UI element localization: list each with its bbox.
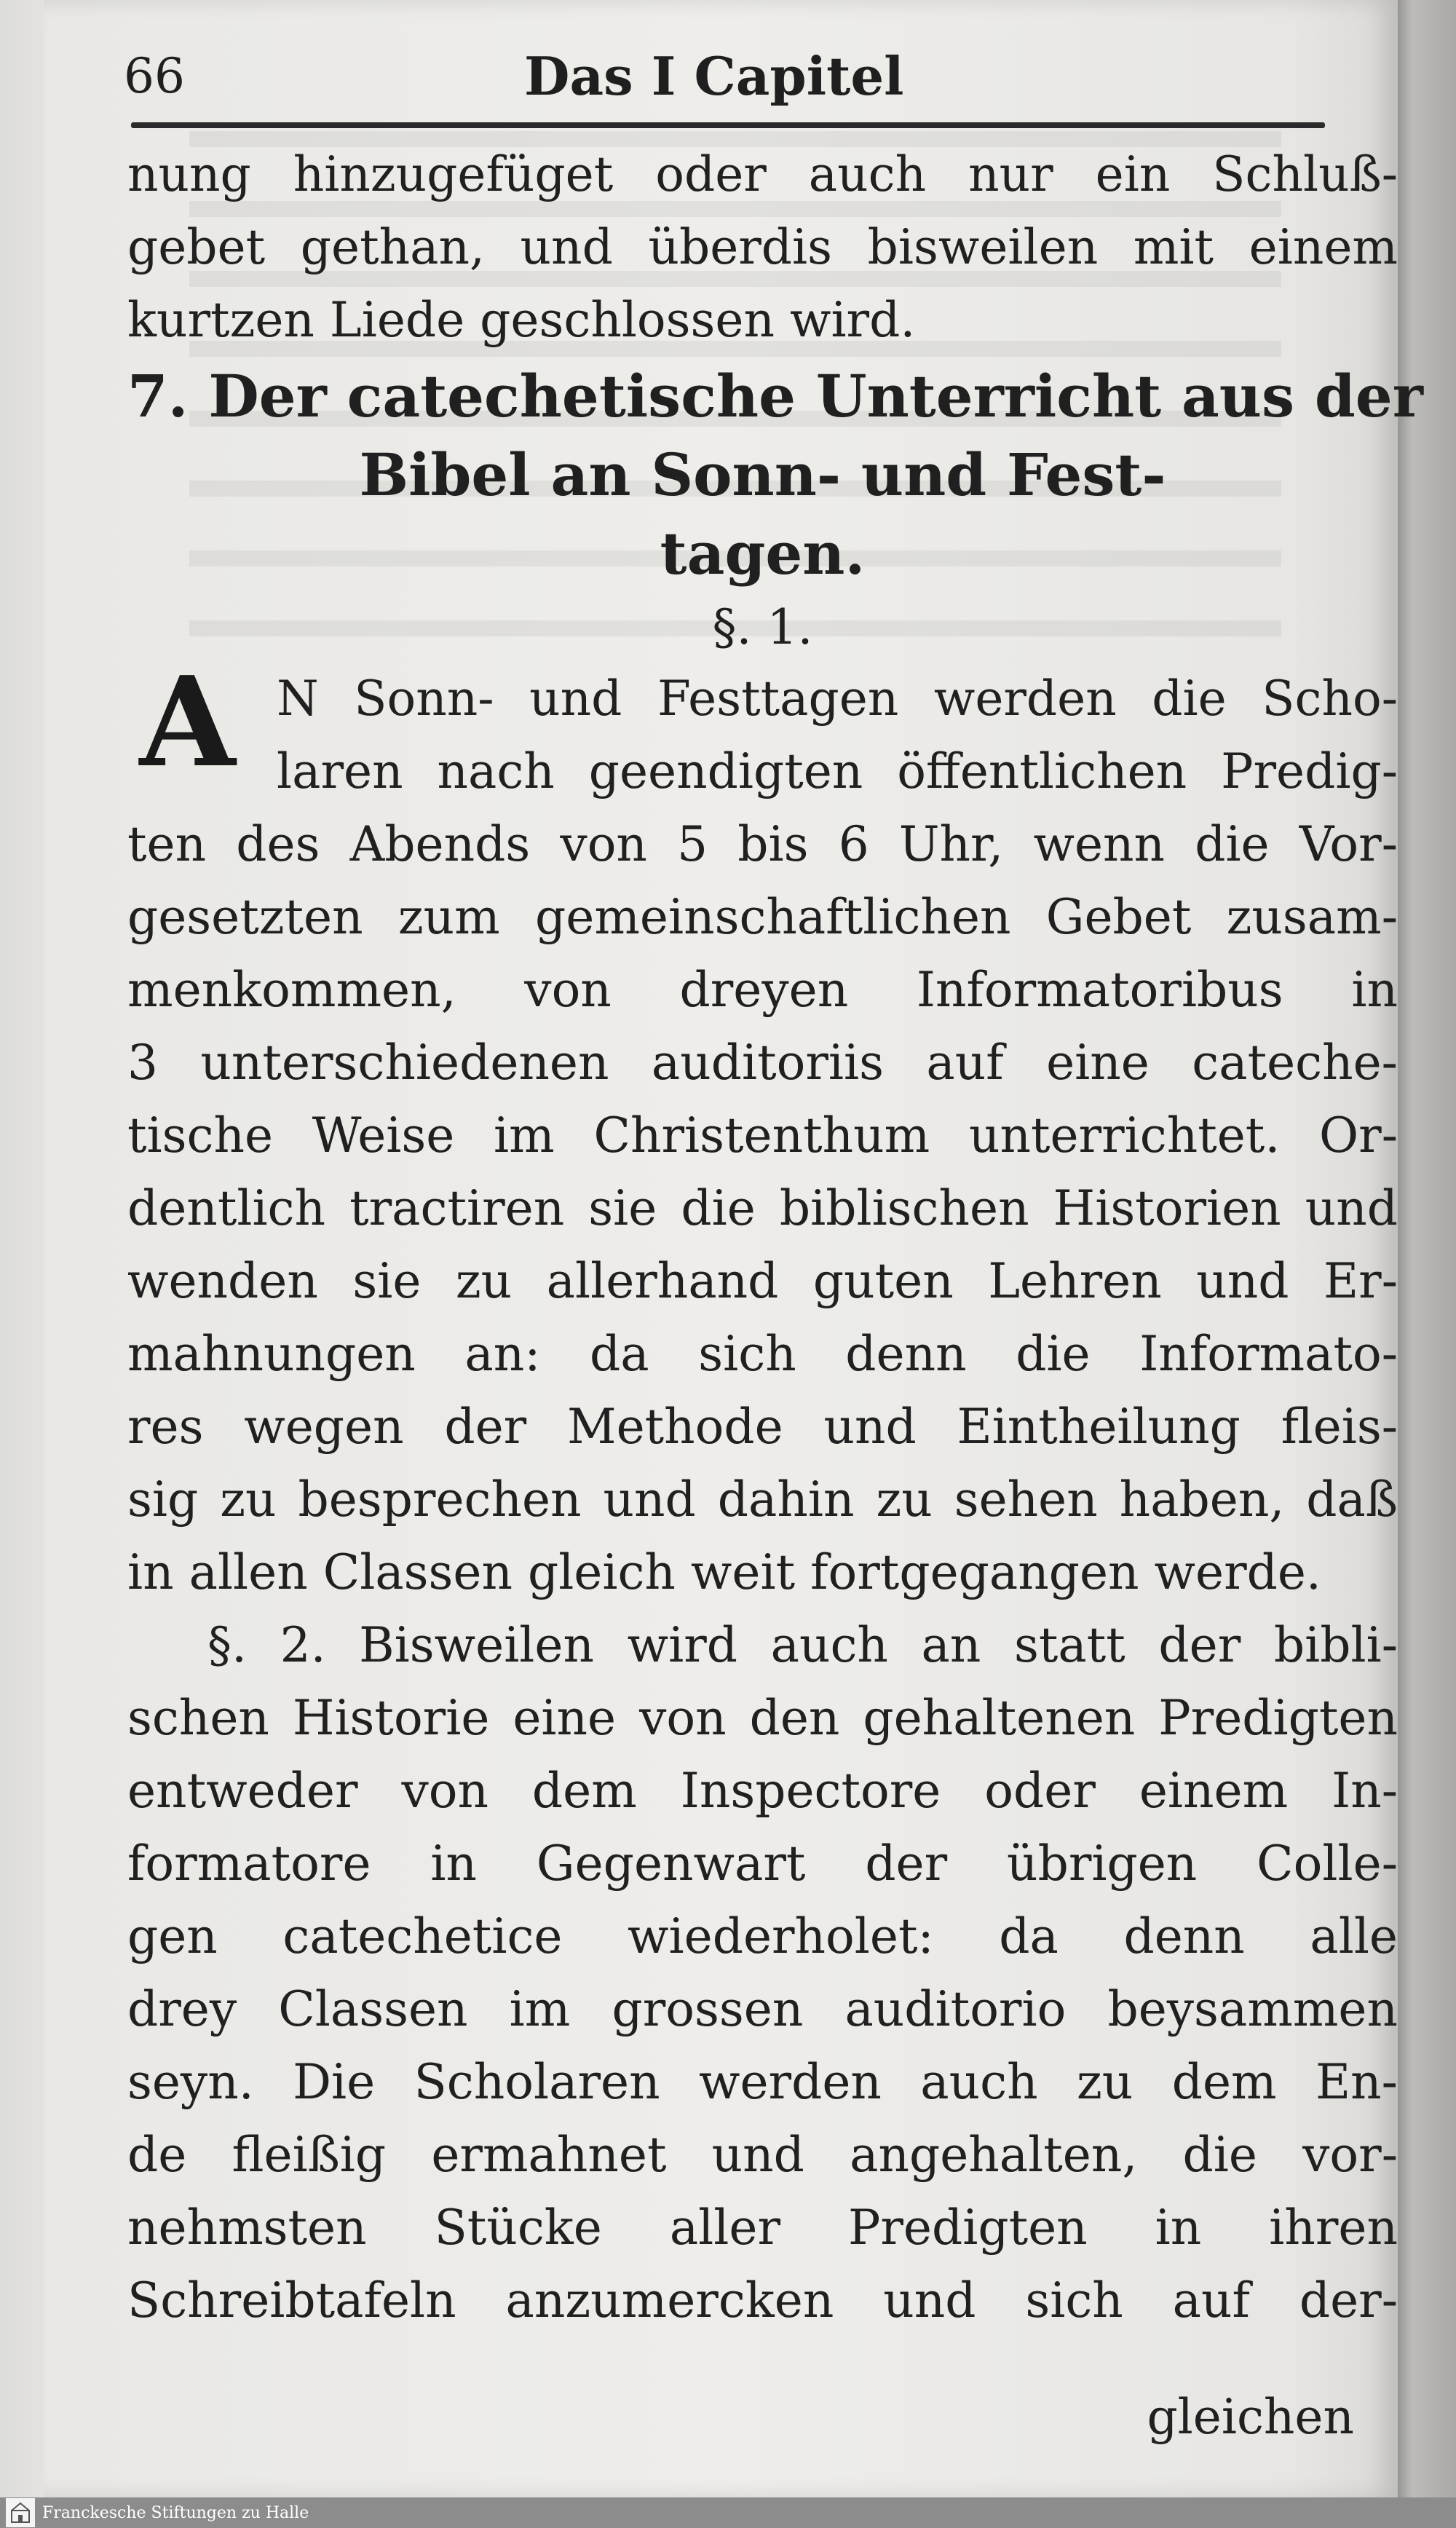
section-title-line: 7. Der catechetische Unterricht aus der — [127, 362, 1423, 430]
paragraph-2 — [127, 1609, 1398, 2337]
text-line: seyn. Die Scholaren werden auch zu dem En- — [127, 2054, 1398, 2110]
text-line: de fleißig ermahnet und angehalten, die vor- — [127, 2127, 1398, 2183]
text-line: dentlich tractiren sie die biblischen Historien und — [127, 1180, 1398, 1236]
section-title-line: tagen. — [660, 519, 866, 588]
text-line: gen catechetice wiederholet: da denn alle — [127, 1908, 1398, 1964]
text-line: entweder von dem Inspectore oder einem In- — [127, 1763, 1398, 1819]
text-line: nehmsten Stücke aller Predigten in ihren — [127, 2200, 1398, 2256]
text-line: gesetzten zum gemeinschaftlichen Gebet zusam- — [127, 889, 1398, 945]
drop-initial: A — [139, 649, 236, 795]
text-line: N Sonn- und Festtagen werden die Scho- — [277, 671, 1398, 727]
header-rule — [131, 122, 1325, 128]
text-line: formatore in Gegenwart der übrigen Colle- — [127, 1836, 1398, 1892]
text-line: sig zu besprechen und dahin zu sehen haben, daß — [127, 1472, 1398, 1528]
text-line: §. 2. Bisweilen wird auch an statt der bibli- — [207, 1617, 1398, 1673]
page-number: 66 — [124, 48, 185, 104]
text-line: drey Classen im grossen auditorio beysammen — [127, 1981, 1398, 2037]
paragraph-mark: §. 1. — [712, 599, 813, 655]
text-line: in allen Classen gleich weit fortgegangen werde. — [127, 1544, 1321, 1600]
footer-institution-name: Franckesche Stiftungen zu Halle — [42, 2504, 309, 2522]
text-line: mahnungen an: da sich denn die Informato- — [127, 1326, 1398, 1382]
text-line: laren nach geendigten öffentlichen Predig- — [277, 743, 1398, 799]
paragraph-1 — [127, 649, 1398, 1609]
catchword: gleichen — [1147, 2389, 1354, 2445]
institution-logo-icon — [6, 2498, 35, 2527]
text-line: gebet gethan, und überdis bisweilen mit einem — [127, 219, 1398, 275]
text-line: ten des Abends von 5 bis 6 Uhr, wenn die Vor- — [127, 816, 1398, 872]
text-line: menkommen, von dreyen Informatoribus in — [127, 962, 1398, 1018]
page-body — [127, 138, 1423, 2337]
text-line: kurtzen Liede geschlossen wird. — [127, 292, 916, 348]
text-line: 3 unterschiedenen auditoriis auf eine cateche- — [127, 1035, 1398, 1091]
section-title-line: Bibel an Sonn- und Fest- — [359, 441, 1166, 509]
text-line: schen Historie eine von den gehaltenen Predigten — [127, 1690, 1398, 1746]
text-line: nung hinzugefüget oder auch nur ein Schluß- — [127, 146, 1398, 202]
text-line: wenden sie zu allerhand guten Lehren und Er- — [127, 1253, 1398, 1309]
text-line: tische Weise im Christenthum unterrichtet. Or- — [127, 1107, 1398, 1164]
running-head: Das I Capitel — [524, 45, 904, 107]
page-header — [124, 44, 1325, 124]
text-line: res wegen der Methode und Eintheilung fleis- — [127, 1399, 1398, 1455]
text-line: Schreibtafeln anzumercken und sich auf der- — [127, 2272, 1398, 2328]
